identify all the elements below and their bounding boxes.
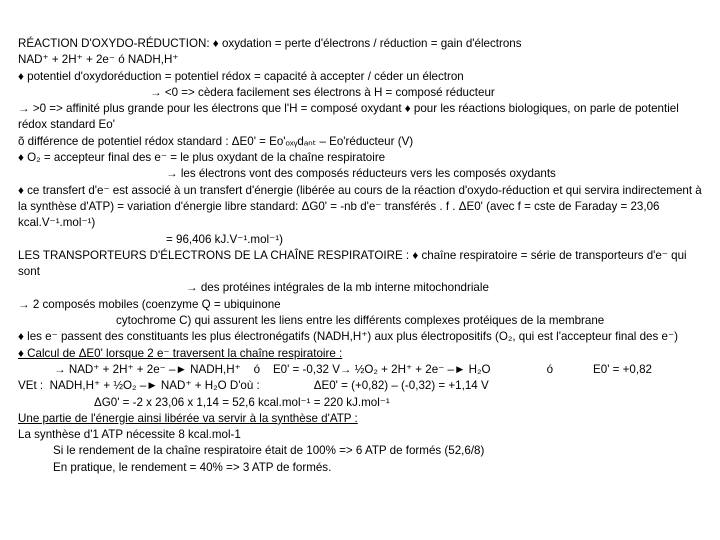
delta-e-result: ΔE0' = (+0,82) – (-0,32) = +1,14 V — [313, 379, 489, 393]
title-redox-line: RÉACTION D'OXYDO-RÉDUCTION: ♦ oxydation = perte d'électrons / réduction = gain d'électrons — [18, 37, 522, 50]
half-reactions: → NAD⁺ + 2H⁺ + 2e⁻ –► NADH,H⁺ ó E0' = -0,32 V→ ½O₂ + 2H⁺ + 2e⁻ –► H₂O — [54, 362, 491, 376]
integral-proteins-note: → des protéines intégrales de la mb interne mitochondriale — [186, 281, 489, 295]
delta-e-calculation-heading: ♦ Calcul de ΔE0' lorsque 2 e⁻ traversent la chaîne respiratoire : — [18, 346, 343, 360]
energy-usage-heading: Une partie de l'énergie ainsi libérée va servir à la synthèse d'ATP : — [18, 411, 358, 425]
oxygen-potential: E0' = +0,82 — [593, 362, 652, 376]
mobile-compounds-note: → 2 composés mobiles (coenzyme Q = ubiquinone — [18, 297, 281, 311]
overall-reaction-row — [18, 378, 708, 394]
oxygen-final-acceptor: ♦ O₂ = accepteur final des e⁻ = le plus oxydant de la chaîne respiratoire — [18, 151, 386, 165]
atp-cost-note: La synthèse d'1 ATP nécessite 8 kcal.mol-1 — [18, 428, 241, 442]
transporters-heading: LES TRANSPORTEURS D'ÉLECTRONS DE LA CHAÎNE RESPIRATOIRE : ♦ chaîne respiratoire = série de transporteurs d'e⁻ qui sont — [18, 248, 687, 279]
electron-flow-note: → les électrons vont des composés réducteurs vers les composés oxydants — [166, 167, 556, 181]
energy-transfer-paragraph: ♦ ce transfert d'e⁻ est associé à un transfert d'énergie (libérée au cours de la réaction d'oxydo-réduction et qui servira indirectement à la synthèse d'ATP) = variation d'énergie libre standard: ΔG0' = -nb d'e⁻ transférés . f . ΔE0' (avec f = cste de Faraday = 23,06 kcal.V⁻¹.mol⁻¹) — [18, 183, 702, 230]
equivalence-symbol: ó — [546, 362, 554, 376]
nad-equation: NAD⁺ + 2H⁺ + 2e⁻ ó NADH,H⁺ — [18, 53, 179, 67]
half-reactions-row — [18, 362, 708, 378]
theoretical-yield-note: Si le rendement de la chaîne respiratoire était de 100% => 6 ATP de formés (52,6/8) — [53, 444, 485, 458]
standard-potential-difference: õ différence de potentiel rédox standard : ΔE0' = Eo'ₒₓᵧdₐₙₜ – Eo'réducteur (V) — [18, 134, 414, 148]
redox-potential-definition: ♦ potentiel d'oxydoréduction = potentiel rédox = capacité à accepter / céder un électron — [18, 69, 464, 83]
negative-potential-note: → <0 => cèdera facilement ses électrons à H = composé réducteur — [150, 85, 495, 99]
electron-path-note: ♦ les e⁻ passent des constituants les plus électronégatifs (NADH,H⁺) aux plus électropositifs (O₂, qui est l'accepteur final des e⁻) — [18, 330, 678, 344]
positive-potential-note: → >0 => affinité plus grande pour les électrons que l'H = composé oxydant ♦ pour les réactions biologiques, on parle de potentiel rédox standard Eo' — [18, 102, 679, 132]
practical-yield-note: En pratique, le rendement = 40% => 3 ATP de formés. — [53, 460, 332, 474]
faraday-kj-value: = 96,406 kJ.V⁻¹.mol⁻¹) — [166, 232, 283, 246]
cytochrome-c-note: cytochrome C) qui assurent les liens entre les différents complexes protéiques de la membrane — [116, 314, 605, 328]
document-body — [18, 36, 708, 476]
overall-reaction: VEt : NADH,H⁺ + ½O₂ –► NAD⁺ + H₂O D'où : — [18, 379, 260, 393]
delta-g-result: ΔG0' = -2 x 23,06 x 1,14 = 52,6 kcal.mol⁻¹ = 220 kJ.mol⁻¹ — [94, 395, 390, 409]
